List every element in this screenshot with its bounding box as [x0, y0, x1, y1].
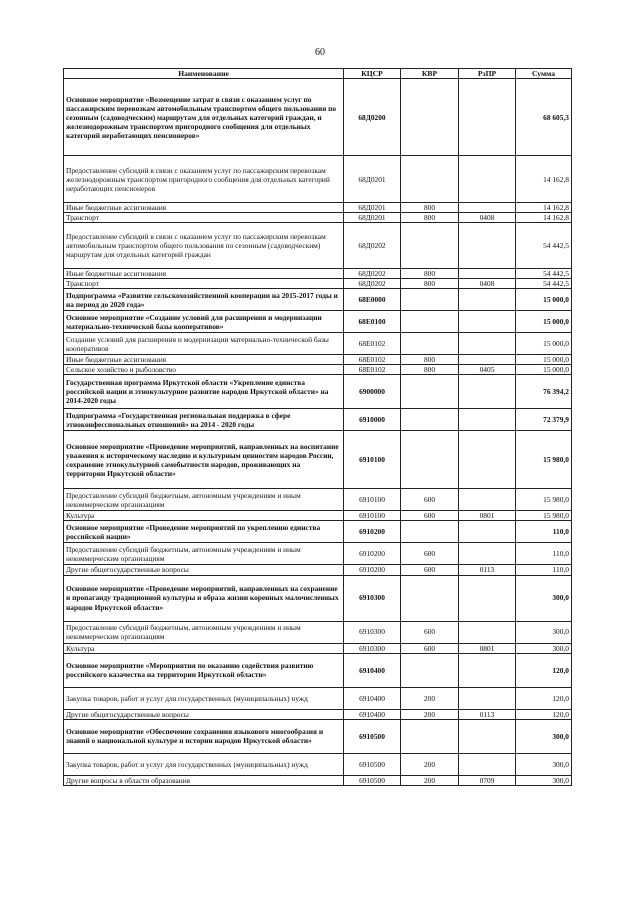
row-kvr-cell: 200 [401, 775, 459, 785]
row-sum-cell: 120,0 [516, 687, 572, 709]
row-sum-cell: 110,0 [516, 565, 572, 575]
row-rzpr-cell [459, 375, 516, 409]
row-kcsr-cell: 6910300 [344, 643, 401, 653]
row-sum-cell: 15 000,0 [516, 289, 572, 311]
row-kcsr-cell: 6910300 [344, 575, 401, 621]
row-kcsr-cell: 68Е0102 [344, 333, 401, 355]
row-kcsr-cell: 68Д0202 [344, 269, 401, 279]
row-rzpr-cell [459, 333, 516, 355]
row-rzpr-cell [459, 289, 516, 311]
row-name-cell: Подпрограмма «Государственная региональная поддержка в сфере этноконфессиональных отношений» на 2014 - 2020 годы [64, 409, 344, 431]
row-kvr-cell: 200 [401, 709, 459, 719]
row-kcsr-cell: 6910200 [344, 565, 401, 575]
row-kvr-cell: 600 [401, 565, 459, 575]
row-kcsr-cell: 68Е0000 [344, 289, 401, 311]
row-kcsr-cell: 6910100 [344, 489, 401, 511]
row-name-cell: Предоставление субсидий в связи с оказанием услуг по пассажирским перевозкам автомобильным транспортом общего пользования по сезонным (садоводческим) маршрутам для отдельных категорий граждан [64, 223, 344, 269]
table-row [64, 289, 572, 311]
table-row [64, 719, 572, 753]
row-kcsr-cell: 68Е0102 [344, 365, 401, 375]
row-rzpr-cell [459, 79, 516, 156]
row-kvr-cell [401, 223, 459, 269]
row-kcsr-cell: 6910200 [344, 521, 401, 543]
row-sum-cell: 15 980,0 [516, 431, 572, 489]
row-kcsr-cell: 68Д0201 [344, 203, 401, 213]
row-sum-cell: 300,0 [516, 753, 572, 775]
row-sum-cell: 14 162,8 [516, 213, 572, 223]
row-sum-cell: 300,0 [516, 621, 572, 643]
row-sum-cell: 15 000,0 [516, 365, 572, 375]
row-rzpr-cell [459, 156, 516, 203]
row-rzpr-cell [459, 203, 516, 213]
row-name-cell: Иные бюджетные ассигнования [64, 269, 344, 279]
row-sum-cell: 110,0 [516, 521, 572, 543]
row-name-cell: Основное мероприятие «Обеспечение сохранения языкового многообразия и знаний о национальной культуре и истории народов Иркутской области» [64, 719, 344, 753]
table-row [64, 333, 572, 355]
row-name-cell: Предоставление субсидий бюджетным, автономным учреждениям и иным некоммерческим организациям [64, 543, 344, 565]
row-kvr-cell: 800 [401, 213, 459, 223]
row-rzpr-cell: 0113 [459, 709, 516, 719]
row-kvr-cell [401, 653, 459, 687]
table-row [64, 521, 572, 543]
row-kvr-cell: 200 [401, 687, 459, 709]
row-rzpr-cell [459, 521, 516, 543]
row-name-cell: Транспорт [64, 213, 344, 223]
row-sum-cell: 120,0 [516, 709, 572, 719]
row-kvr-cell: 600 [401, 643, 459, 653]
row-kcsr-cell: 6910400 [344, 653, 401, 687]
row-name-cell: Основное мероприятие «Мероприятия по оказанию содействия развитию российского казачества на территории Иркутской области» [64, 653, 344, 687]
row-rzpr-cell [459, 355, 516, 365]
table-row [64, 621, 572, 643]
row-kvr-cell [401, 719, 459, 753]
table-row [64, 409, 572, 431]
row-name-cell: Иные бюджетные ассигнования [64, 203, 344, 213]
row-name-cell: Государственная программа Иркутской области «Укрепление единства российской нации и этнокультурное развитие народов Иркутской области» на 2014-2020 годы [64, 375, 344, 409]
row-sum-cell: 14 162,8 [516, 156, 572, 203]
row-name-cell: Предоставление субсидий бюджетным, автономным учреждениям и иным некоммерческим организациям [64, 621, 344, 643]
table-header-row [64, 69, 572, 79]
row-sum-cell: 300,0 [516, 575, 572, 621]
page-number: 60 [315, 47, 325, 58]
row-sum-cell: 76 394,2 [516, 375, 572, 409]
row-kvr-cell: 800 [401, 203, 459, 213]
row-rzpr-cell [459, 431, 516, 489]
row-name-cell: Другие общегосударственные вопросы [64, 565, 344, 575]
row-name-cell: Основное мероприятие «Проведение мероприятий, направленных на воспитание уважения к историческому наследию и культурным ценностям народов России, сохранение этнокультурной самобытности народов, проживающих на территории Иркутской области» [64, 431, 344, 489]
row-rzpr-cell [459, 575, 516, 621]
row-kvr-cell [401, 375, 459, 409]
table-body [64, 79, 572, 785]
row-name-cell: Основное мероприятие «Проведение мероприятий, направленных на сохранение и пропаганду традиционной культуры и образа жизни коренных малочисленных народов Иркутской области» [64, 575, 344, 621]
row-kvr-cell: 600 [401, 621, 459, 643]
row-name-cell: Другие общегосударственные вопросы [64, 709, 344, 719]
row-sum-cell: 120,0 [516, 653, 572, 687]
row-rzpr-cell: 0113 [459, 565, 516, 575]
row-kcsr-cell: 6910400 [344, 709, 401, 719]
row-kvr-cell [401, 289, 459, 311]
row-kcsr-cell: 68Д0202 [344, 223, 401, 269]
table-row [64, 311, 572, 333]
row-name-cell: Создание условий для расширения и модернизации материально-технической базы кооперативов [64, 333, 344, 355]
row-sum-cell: 15 000,0 [516, 311, 572, 333]
row-kcsr-cell: 68Д0201 [344, 213, 401, 223]
header-rzpr: РзПР [459, 69, 516, 79]
table-row [64, 511, 572, 521]
row-rzpr-cell [459, 621, 516, 643]
row-sum-cell: 54 442,5 [516, 223, 572, 269]
row-name-cell: Транспорт [64, 279, 344, 289]
row-kvr-cell [401, 333, 459, 355]
row-rzpr-cell: 0709 [459, 775, 516, 785]
table-row [64, 687, 572, 709]
row-rzpr-cell [459, 719, 516, 753]
row-kcsr-cell: 68Д0200 [344, 79, 401, 156]
row-kcsr-cell: 68Д0202 [344, 279, 401, 289]
row-rzpr-cell [459, 489, 516, 511]
row-kvr-cell [401, 521, 459, 543]
row-name-cell: Предоставление субсидий в связи с оказанием услуг по пассажирским перевозкам железнодорожным транспортом пригородного сообщения для отдельных категорий неработающих пенсионеров [64, 156, 344, 203]
row-kvr-cell: 800 [401, 269, 459, 279]
row-name-cell: Культура [64, 643, 344, 653]
row-kcsr-cell: 68Д0201 [344, 156, 401, 203]
row-kcsr-cell: 6900000 [344, 375, 401, 409]
header-kcsr: КЦСР [344, 69, 401, 79]
row-sum-cell: 15 980,0 [516, 511, 572, 521]
row-name-cell: Подпрограмма «Развитие сельскохозяйственной кооперации на 2015-2017 годы и на период до 2020 года» [64, 289, 344, 311]
row-sum-cell: 54 442,5 [516, 279, 572, 289]
row-name-cell: Другие вопросы в области образования [64, 775, 344, 785]
row-rzpr-cell [459, 653, 516, 687]
row-name-cell: Сельское хозяйство и рыболовство [64, 365, 344, 375]
table-row [64, 775, 572, 785]
row-kcsr-cell: 6910500 [344, 775, 401, 785]
table-row [64, 223, 572, 269]
row-name-cell: Основное мероприятие «Проведение мероприятий по укреплению единства российской нации» [64, 521, 344, 543]
row-kvr-cell: 200 [401, 753, 459, 775]
row-sum-cell: 15 000,0 [516, 333, 572, 355]
table-row [64, 543, 572, 565]
row-rzpr-cell: 0801 [459, 643, 516, 653]
row-kvr-cell: 600 [401, 511, 459, 521]
row-name-cell: Основное мероприятие «Возмещение затрат в связи с оказанием услуг по пассажирским перевозкам автомобильным транспортом общего пользования по сезонным (садоводческим) маршрутам для отдельных категорий граждан, и железнодорожным транспортом пригородного сообщения для отдельных категорий неработающих пенсионеров» [64, 79, 344, 156]
budget-table [63, 68, 572, 786]
row-kcsr-cell: 68Е0102 [344, 355, 401, 365]
row-sum-cell: 72 379,9 [516, 409, 572, 431]
row-kcsr-cell: 6910100 [344, 511, 401, 521]
row-name-cell: Закупка товаров, работ и услуг для государственных (муниципальных) нужд [64, 687, 344, 709]
header-sum: Сумма [516, 69, 572, 79]
row-name-cell: Основное мероприятие «Создание условий для расширения и модернизации материально-технической базы кооперативов» [64, 311, 344, 333]
table-row [64, 575, 572, 621]
row-rzpr-cell [459, 753, 516, 775]
row-rzpr-cell: 0408 [459, 279, 516, 289]
row-kvr-cell: 800 [401, 365, 459, 375]
table-row [64, 431, 572, 489]
row-sum-cell: 300,0 [516, 775, 572, 785]
table-row [64, 365, 572, 375]
row-rzpr-cell: 0405 [459, 365, 516, 375]
table-row [64, 709, 572, 719]
row-rzpr-cell: 0408 [459, 213, 516, 223]
row-sum-cell: 15 980,0 [516, 489, 572, 511]
row-rzpr-cell [459, 409, 516, 431]
row-rzpr-cell [459, 543, 516, 565]
row-kcsr-cell: 6910200 [344, 543, 401, 565]
table-row [64, 489, 572, 511]
table-row [64, 279, 572, 289]
row-sum-cell: 15 000,0 [516, 355, 572, 365]
row-kcsr-cell: 6910500 [344, 719, 401, 753]
table-row [64, 643, 572, 653]
row-name-cell: Иные бюджетные ассигнования [64, 355, 344, 365]
row-sum-cell: 14 162,8 [516, 203, 572, 213]
row-kcsr-cell: 6910500 [344, 753, 401, 775]
row-sum-cell: 300,0 [516, 719, 572, 753]
row-sum-cell: 68 605,3 [516, 79, 572, 156]
table-row [64, 203, 572, 213]
row-kcsr-cell: 6910400 [344, 687, 401, 709]
table-row [64, 269, 572, 279]
row-kvr-cell [401, 156, 459, 203]
row-name-cell: Культура [64, 511, 344, 521]
table-row [64, 156, 572, 203]
row-rzpr-cell [459, 223, 516, 269]
table-row [64, 653, 572, 687]
header-kvr: КВР [401, 69, 459, 79]
table-row [64, 753, 572, 775]
row-kcsr-cell: 6910300 [344, 621, 401, 643]
row-kvr-cell: 600 [401, 489, 459, 511]
row-kvr-cell [401, 311, 459, 333]
header-name: Наименование [64, 69, 344, 79]
row-rzpr-cell [459, 311, 516, 333]
row-kvr-cell [401, 431, 459, 489]
row-sum-cell: 54 442,5 [516, 269, 572, 279]
row-kvr-cell: 800 [401, 279, 459, 289]
table-row [64, 375, 572, 409]
table-row [64, 213, 572, 223]
row-kvr-cell [401, 409, 459, 431]
row-sum-cell: 300,0 [516, 643, 572, 653]
row-kvr-cell: 800 [401, 355, 459, 365]
table-row [64, 565, 572, 575]
row-kcsr-cell: 6910100 [344, 431, 401, 489]
row-kvr-cell: 600 [401, 543, 459, 565]
row-name-cell: Закупка товаров, работ и услуг для государственных (муниципальных) нужд [64, 753, 344, 775]
row-kvr-cell [401, 575, 459, 621]
row-rzpr-cell [459, 687, 516, 709]
row-sum-cell: 110,0 [516, 543, 572, 565]
row-kcsr-cell: 6910000 [344, 409, 401, 431]
row-rzpr-cell: 0801 [459, 511, 516, 521]
row-rzpr-cell [459, 269, 516, 279]
table-row [64, 79, 572, 156]
row-kcsr-cell: 68Е0100 [344, 311, 401, 333]
table-row [64, 355, 572, 365]
row-kvr-cell [401, 79, 459, 156]
row-name-cell: Предоставление субсидий бюджетным, автономным учреждениям и иным некоммерческим организациям [64, 489, 344, 511]
